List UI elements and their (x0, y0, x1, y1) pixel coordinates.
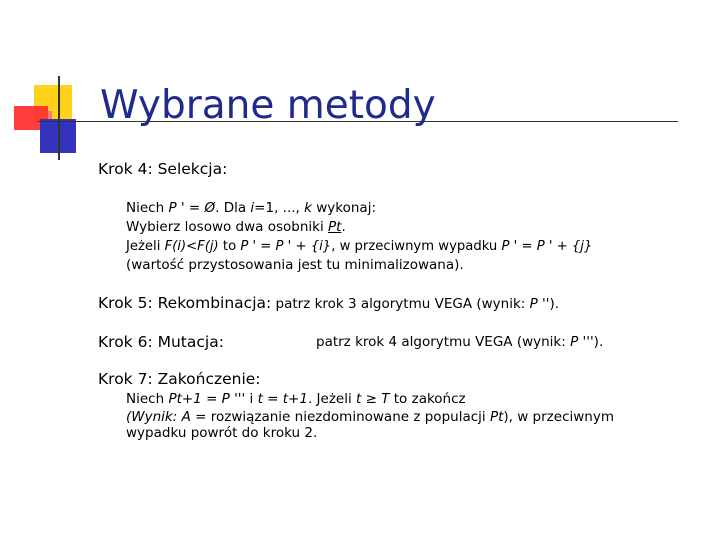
step7-line1-c: i (245, 391, 258, 407)
step4-line3-e: , w przeciwnym wypadku (331, 239, 502, 254)
step7-line2-c: = rozwiązanie niezdominowane z populacji (190, 409, 490, 425)
step7-line2 (126, 411, 614, 425)
step7-line2-d: Pt (489, 409, 504, 425)
step6-text (316, 336, 603, 350)
step7-line1-g: to zakończ (389, 391, 466, 407)
step4-line3-d: P ' = P ' + {i} (240, 239, 332, 254)
step6-text-b: P ''' (570, 334, 594, 350)
step4-line3 (126, 240, 592, 253)
step4-line2 (126, 221, 346, 235)
step4-line1-b: P ' = Ø (168, 200, 216, 216)
step4-line1-c: . Dla (215, 200, 251, 216)
step7-line2-e: ), w przeciwnym (503, 409, 614, 425)
step7-line1-b: Pt+1 = P ''' (168, 391, 246, 407)
step4-line1-a: Niech (126, 200, 169, 216)
step6-text-c: ). (593, 334, 604, 350)
step6-label: Krok 6: Mutacja: (98, 333, 224, 351)
step7-label: Krok 7: Zakończenie: (98, 370, 261, 388)
step5-line (98, 296, 559, 312)
step4-line1-e: =1, ..., (254, 200, 305, 216)
step7-line3: wypadku powrót do kroku 2. (126, 425, 318, 441)
step6-text-a: patrz krok 4 algorytmu VEGA (wynik: (316, 334, 571, 350)
step4-line3-b: F(i)<F(j) (164, 239, 219, 254)
step4-line1-g: wykonaj: (311, 200, 376, 216)
step7-line1-e: . Jeżeli (307, 391, 357, 407)
step5-label: Krok 5: Rekombinacja: (98, 294, 272, 312)
step5-text-b: P '' (529, 296, 550, 312)
step5-text-c: ). (549, 296, 560, 312)
step4-line2-b: Pt (328, 219, 342, 235)
slide-title: Wybrane metody (100, 83, 436, 128)
decor-vertical-line (58, 76, 60, 160)
step7-line1 (126, 393, 466, 407)
step4-line3-f: P ' = P ' + {j} (501, 239, 593, 254)
step4-line2-a: Wybierz losowo dwa osobniki (126, 219, 329, 235)
step4-label: Krok 4: Selekcja: (98, 160, 228, 178)
step4-line1 (126, 202, 376, 216)
step5-text-a: patrz krok 3 algorytmu VEGA (wynik: (271, 296, 530, 312)
step7-line1-a: Niech (126, 391, 169, 407)
step4-line1-d: i (250, 200, 255, 216)
step4-line4: (wartość przystosowania jest tu minimalizowana). (126, 257, 464, 273)
step7-line1-d: t = t+1 (257, 391, 308, 407)
step4-line2-c: . (341, 219, 346, 235)
step7-line1-f: t ≥ T (356, 391, 390, 407)
step4-line3-c: to (218, 239, 241, 254)
step7-line2-b: A (181, 409, 191, 425)
step7-line2-a: (Wynik: (126, 409, 182, 425)
step4-line1-f: k (304, 200, 312, 216)
step4-line3-a: Jeżeli (126, 239, 165, 254)
